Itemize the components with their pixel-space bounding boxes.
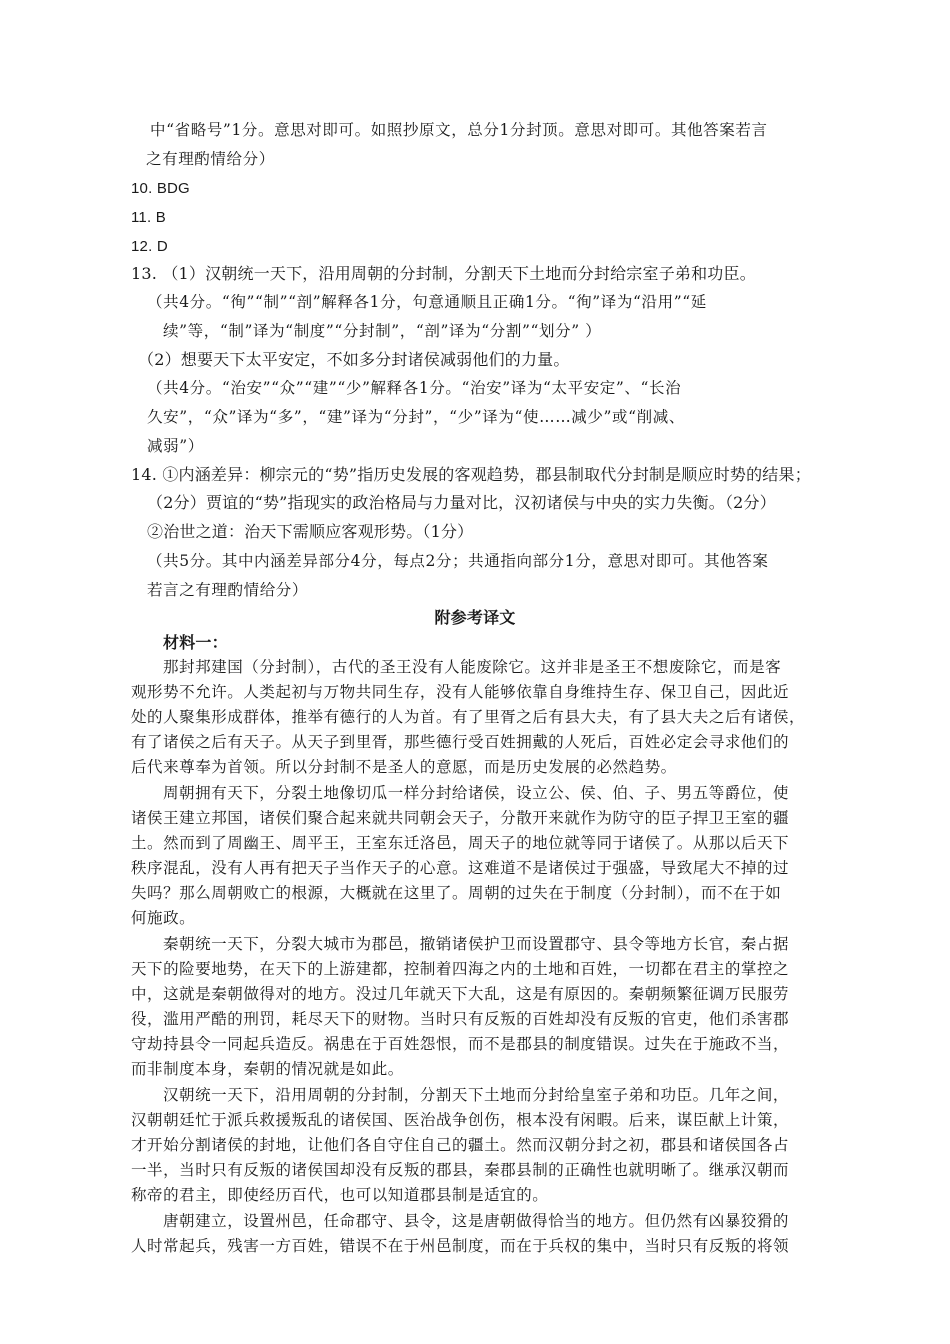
translation-line: 观形势不允许。人类起初与万物共同生存，没有人能够依靠自身维持生存、保卫自己，因此近	[131, 683, 790, 701]
q11-answer: 11. B	[131, 209, 166, 226]
translation-line: 失吗？那么周朝败亡的根源，大概就在这里了。周朝的过失在于制度（分封制），而不在于如	[131, 884, 782, 902]
q13-part1-note-line2: 续”等，“制”译为“制度”“分封制”，“剖”译为“分割”“划分” ）	[163, 322, 602, 340]
translation-line: 一半，当时只有反叛的诸侯国却没有反叛的郡县，秦郡县制的正确性也就明晰了。继承汉朝而	[131, 1161, 790, 1179]
translation-line: 处的人聚集形成群体，推举有德行的人为首。有了里胥之后有县大夫，有了县大夫之后有诸侯，	[131, 708, 806, 726]
q14-answer-line3: ②治世之道：治天下需顺应客观形势。（1分）	[147, 522, 474, 541]
q13-part2-answer: （2）想要天下太平安定，不如多分封诸侯减弱他们的力量。	[138, 350, 570, 369]
translation-line: 秩序混乱，没有人再有把天子当作天子的心意。这难道不是诸侯过于强盛，导致尾大不掉的过	[131, 859, 790, 877]
q12-answer: 12. D	[131, 238, 168, 255]
translation-line: 汉朝统一天下，沿用周朝的分封制，分割天下土地而分封给皇室子弟和功臣。几年之间，	[163, 1086, 789, 1104]
translation-line: 周朝拥有天下，分裂土地像切瓜一样分封给诸侯，设立公、侯、伯、子、男五等爵位，使	[163, 784, 789, 802]
q13-part1-note-line1: （共4分。“徇”“制”“剖”解释各1分，句意通顺且正确1分。“徇”译为“沿用”“延	[147, 293, 707, 311]
q13-part1-answer: 13. （1）汉朝统一天下，沿用周朝的分封制，分割天下土地而分封给宗室子弟和功臣。	[131, 264, 756, 283]
q9-answer-tail-line2: 之有理酌情给分）	[146, 150, 275, 168]
translation-line: 唐朝建立，设置州邑，任命郡守、县令，这是唐朝做得恰当的地方。但仍然有凶暴狡猾的	[163, 1212, 789, 1230]
material1-label: 材料一：	[163, 633, 228, 652]
q13-part2-note-line2: 久安”，“众”译为“多”，“建”译为“分封”，“少”译为“使……减少”或“削减、	[147, 408, 685, 426]
q10-answer: 10. BDG	[131, 180, 190, 197]
translation-line: 中，这就是秦朝做得对的地方。没过几年就天下大乱，这是有原因的。秦朝频繁征调万民服劳	[131, 985, 790, 1003]
translation-line: 何施政。	[131, 909, 196, 927]
translation-line: 那封邦建国（分封制），古代的圣王没有人能废除它。这并非是圣王不想废除它，而是客	[163, 658, 782, 676]
translation-title: 附参考译文	[434, 608, 516, 627]
translation-line: 役，滥用严酷的刑罚，耗尽天下的财物。当时只有反叛的百姓却没有反叛的官吏，他们杀害郡	[131, 1010, 790, 1028]
translation-line: 诸侯王建立邦国，诸侯们聚合起来就共同朝会天子，分散开来就作为防守的臣子捍卫王室的疆	[131, 809, 790, 827]
q9-answer-tail-line1: 中“省略号”1分。意思对即可。如照抄原文，总分1分封顶。意思对即可。其他答案若言	[150, 121, 768, 139]
translation-line: 汉朝朝廷忙于派兵救援叛乱的诸侯国、医治战争创伤，根本没有闲暇。后来，谋臣献上计策，	[131, 1111, 790, 1129]
q14-answer-line1: 14. ①内涵差异：柳宗元的“势”指历史发展的客观趋势，郡县制取代分封制是顺应时势的结果；	[131, 465, 811, 484]
q14-answer-line2: （2分）贾谊的“势”指现实的政治格局与力量对比，汉初诸侯与中央的实力失衡。（2分）	[147, 493, 776, 512]
translation-line: 人时常起兵，残害一方百姓，错误不在于州邑制度，而在于兵权的集中，当时只有反叛的将领	[131, 1237, 790, 1255]
translation-line: 土。然而到了周幽王、周平王，王室东迁洛邑，周天子的地位就等同于诸侯了。从那以后天下	[131, 834, 790, 852]
q13-part2-note-line1: （共4分。“治安”“众”“建”“少”解释各1分。“治安”译为“太平安定”、“长治	[147, 379, 682, 397]
translation-line: 才开始分割诸侯的封地，让他们各自守住自己的疆土。然而汉朝分封之初，郡县和诸侯国各占	[131, 1136, 790, 1154]
translation-line: 秦朝统一天下，分裂大城市为郡邑，撤销诸侯护卫而设置郡守、县令等地方长官，秦占据	[163, 935, 789, 953]
translation-line: 天下的险要地势，在天下的上游建都，控制着四海之内的土地和百姓，一切都在君主的掌控之	[131, 960, 790, 978]
q14-note-line2: 若言之有理酌情给分）	[147, 581, 309, 599]
q13-part2-note-line3: 减弱”）	[147, 437, 204, 455]
translation-line: 有了诸侯之后有天子。从天子到里胥，那些德行受百姓拥戴的人死后，百姓必定会寻求他们的	[131, 733, 790, 751]
translation-line: 守劫持县令一同起兵造反。祸患在于百姓怨恨，而不是郡县的制度错误。过失在于施政不当，	[131, 1035, 790, 1053]
translation-line: 而非制度本身，秦朝的情况就是如此。	[131, 1060, 404, 1078]
q14-note-line1: （共5分。其中内涵差异部分4分，每点2分；共通指向部分1分，意思对即可。其他答案	[147, 552, 769, 570]
translation-line: 称帝的君主，即使经历百代，也可以知道郡县制是适宜的。	[131, 1186, 549, 1204]
translation-line: 后代来尊奉为首领。所以分封制不是圣人的意愿，而是历史发展的必然趋势。	[131, 758, 677, 776]
